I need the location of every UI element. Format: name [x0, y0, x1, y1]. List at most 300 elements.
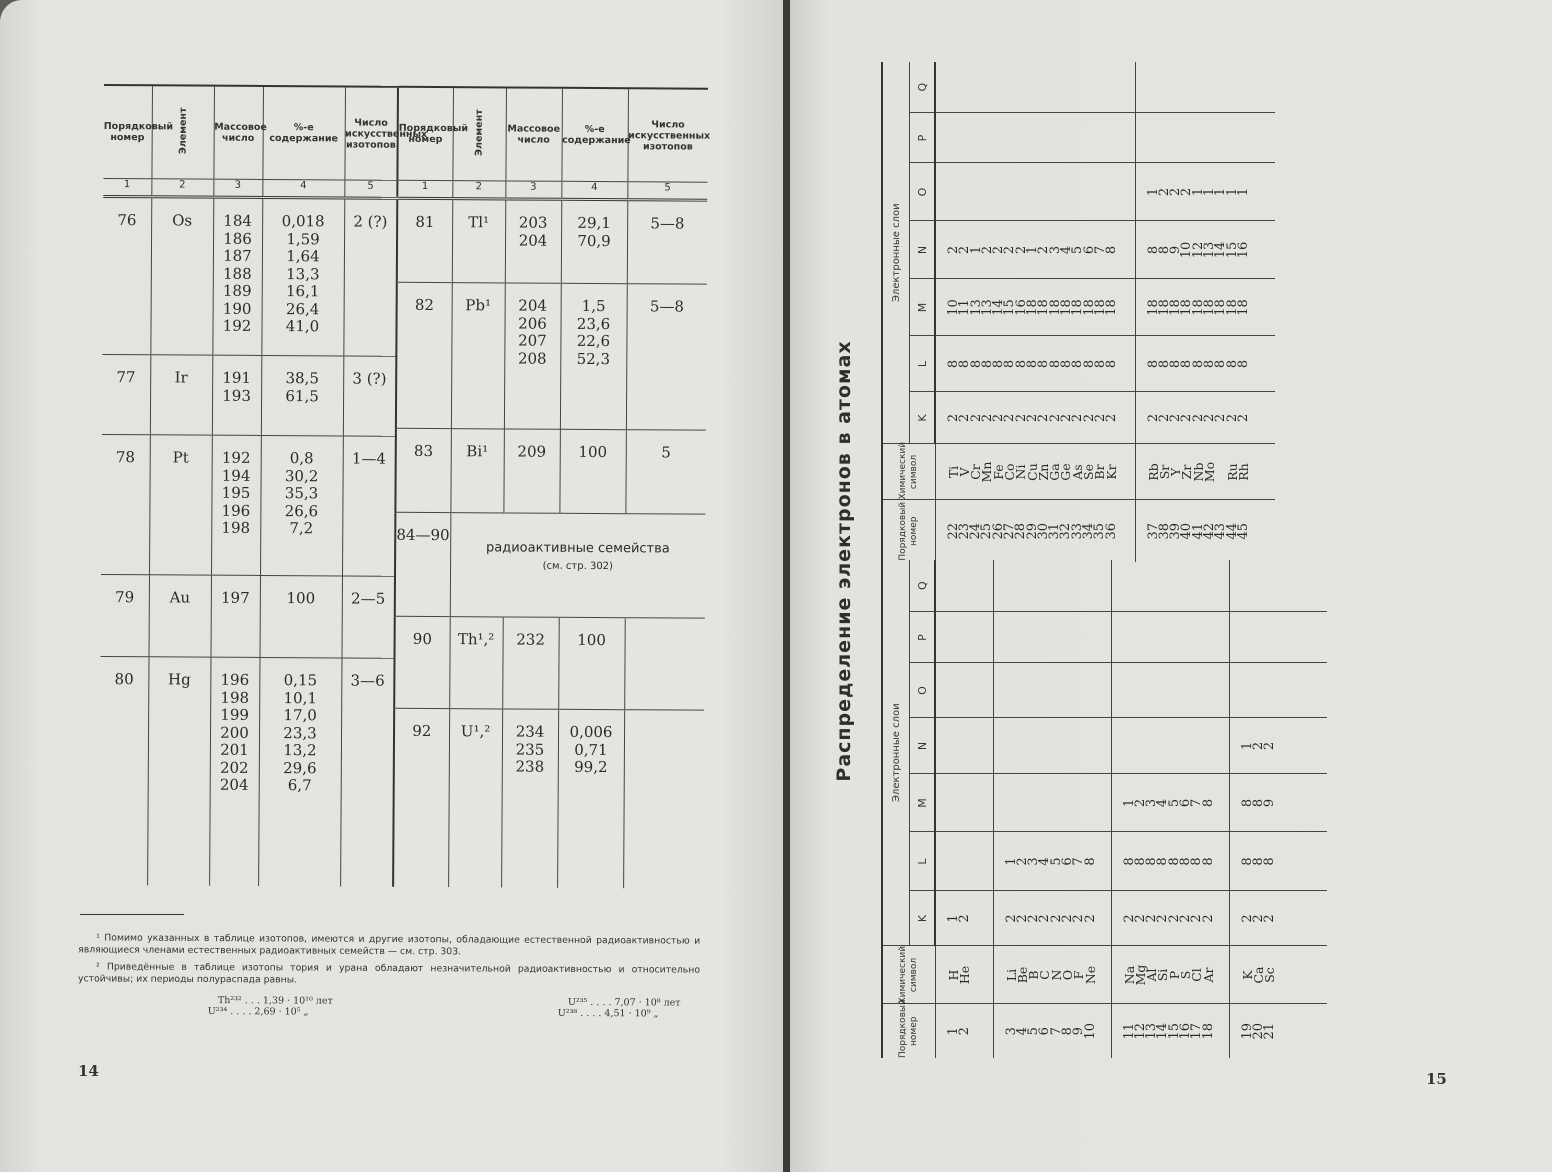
footnote-2: ² Приведённые в таблице изотопы тория и урана обладают незначительной радиоактивностью и относительно устойчивы; их периоды полураспада равны.	[77, 961, 701, 986]
shell-o-counts	[993, 663, 1111, 718]
value: 1	[946, 914, 961, 923]
value: K	[1239, 970, 1255, 980]
value: Mg	[1132, 964, 1148, 986]
value: 15	[1166, 1022, 1182, 1040]
value: 2	[1145, 413, 1161, 423]
percent-content-value: 0,71	[574, 740, 608, 759]
value: 8	[1081, 359, 1097, 369]
value: 2	[1058, 413, 1074, 423]
value: 1	[1121, 798, 1137, 808]
value: 3	[1047, 245, 1063, 255]
order-number: 81	[397, 198, 453, 282]
value: 8	[1121, 857, 1137, 866]
percent-content	[560, 283, 627, 429]
header-mass-number: Массовое число	[505, 87, 562, 181]
header-order-number: Порядковый номер	[103, 85, 152, 179]
value: 8	[1156, 359, 1172, 369]
value: 2	[1036, 245, 1052, 255]
shell-p: P	[910, 612, 936, 663]
value: 1	[1190, 187, 1206, 197]
shell-l-counts	[1135, 336, 1275, 392]
mass-numbers-value: 206	[518, 314, 547, 333]
element-symbol: Tl¹	[452, 199, 506, 283]
value: 1	[1025, 245, 1041, 255]
shell-n-counts	[1111, 718, 1229, 774]
value: 10	[946, 299, 961, 316]
atomic-numbers	[1229, 1004, 1327, 1058]
shell-o: O	[910, 163, 936, 221]
percent-content-value: 70,9	[577, 231, 611, 250]
value: Ar	[1200, 967, 1216, 983]
order-number: 76	[117, 211, 137, 230]
value: 18	[1092, 299, 1108, 316]
value: 2	[1003, 914, 1019, 923]
percent-content-value: 0,8	[289, 449, 314, 468]
value: 8	[1144, 857, 1160, 866]
artificial-isotopes: 2 (?)	[343, 198, 397, 356]
value: 5	[1026, 1027, 1042, 1036]
mass-numbers	[501, 709, 558, 887]
mass-numbers-value: 232	[516, 630, 545, 649]
percent-content-value: 1,64	[286, 247, 320, 266]
header-order-number: Порядковый номер	[397, 87, 453, 181]
shell-m-counts	[1135, 279, 1275, 336]
value: 2	[1144, 914, 1160, 923]
shell-l-counts	[1229, 832, 1327, 891]
value: 8	[1013, 359, 1029, 369]
order-number: 77	[102, 354, 150, 434]
shell-p-counts	[1229, 612, 1327, 663]
period-group	[1135, 62, 1275, 562]
value: 8	[1145, 359, 1161, 369]
chemical-symbols	[935, 444, 1135, 500]
order-number: 90	[394, 616, 450, 708]
percent-content-value: 17,0	[283, 706, 317, 725]
mass-numbers	[502, 617, 559, 709]
radioactive-families-reference: (см. стр. 302)	[542, 560, 614, 573]
value: 8	[1156, 245, 1172, 255]
value: Ru	[1224, 463, 1240, 481]
footnotes	[78, 932, 700, 1019]
order-number: 82	[396, 282, 452, 428]
value: 13	[1201, 241, 1217, 259]
percent-content-value: 38,5	[285, 369, 319, 388]
value: 14	[1213, 241, 1229, 259]
mass-numbers-value: 204	[219, 775, 249, 794]
shell-k: K	[910, 392, 936, 444]
shell-p-counts	[993, 612, 1111, 663]
value: 4	[1037, 857, 1053, 866]
value: 13	[1144, 1022, 1160, 1040]
shell-k: K	[910, 891, 936, 946]
value: 3	[1026, 857, 1042, 866]
value: 2	[1156, 187, 1172, 197]
half-life-list	[78, 994, 700, 1019]
mass-numbers-value: 198	[221, 518, 251, 537]
shell-o-counts	[1135, 163, 1275, 221]
shell-l: L	[910, 336, 936, 392]
mass-numbers-value: 203	[518, 213, 548, 232]
shell-q: Q	[910, 62, 936, 113]
value: 2	[1070, 413, 1086, 423]
shell-o-counts	[935, 663, 993, 718]
value: 2	[1092, 413, 1108, 423]
value: 4	[1014, 1027, 1030, 1036]
value: 36	[1103, 522, 1119, 540]
col-number: 2	[452, 181, 505, 199]
value: 2	[1121, 914, 1137, 923]
value: 18	[1201, 299, 1217, 316]
half-life-th232: Th²³² . . . 1,39 · 10¹⁰ лет	[217, 995, 333, 1007]
value: 18	[1156, 299, 1172, 316]
col-number: 5	[627, 182, 707, 200]
mass-numbers-value: 184	[223, 211, 253, 230]
value: 2	[957, 413, 973, 423]
value: 2	[1059, 914, 1075, 923]
value: 2	[1155, 914, 1171, 923]
value: 30	[1035, 522, 1051, 540]
percent-content	[559, 429, 626, 513]
header-element: Элемент	[151, 85, 214, 179]
value: 21	[1262, 1022, 1278, 1040]
value: 2	[968, 413, 984, 423]
half-life-u238: U²³⁸ . . . . 4,51 · 10⁹ „	[557, 1007, 659, 1020]
value: 8	[1200, 798, 1216, 808]
shell-l-counts	[935, 832, 993, 891]
value: 25	[979, 522, 995, 540]
value: B	[1026, 970, 1042, 980]
col-number: 4	[262, 179, 344, 198]
percent-content	[557, 709, 624, 887]
chemical-symbols	[1229, 946, 1327, 1004]
value: 7	[1189, 798, 1205, 808]
value: 2	[1239, 914, 1255, 923]
value: O	[1059, 969, 1075, 981]
value: 16	[1177, 1022, 1193, 1040]
page-number-left: 14	[78, 1062, 99, 1080]
value: 27	[1001, 522, 1017, 540]
shell-n-counts	[935, 221, 1135, 279]
value: 8	[1145, 245, 1161, 255]
value: 31	[1047, 522, 1063, 540]
value: 2	[1201, 413, 1217, 423]
value: Mo	[1201, 461, 1217, 483]
value: 2	[1156, 413, 1172, 423]
value: Ca	[1250, 966, 1266, 984]
value: V	[956, 467, 972, 477]
value: 7	[1048, 1027, 1064, 1036]
value: 9	[1168, 245, 1184, 255]
value: 2	[1168, 413, 1184, 423]
value: 8	[1190, 359, 1206, 369]
element-symbol: Pb¹	[451, 283, 505, 429]
shell-q-counts	[1135, 62, 1275, 113]
value: 2	[979, 413, 995, 423]
percent-content-value: 7,2	[289, 519, 314, 538]
element-symbol: Hg	[147, 657, 210, 885]
mass-numbers	[209, 657, 259, 885]
value: Sc	[1262, 967, 1278, 983]
value: 6	[1059, 857, 1075, 866]
value: 34	[1081, 522, 1097, 540]
value: 8	[1250, 798, 1266, 808]
value: Br	[1092, 464, 1108, 480]
percent-content-value: 30,2	[284, 466, 319, 485]
element-symbol: Pt	[149, 435, 212, 575]
value: 18	[1081, 299, 1097, 316]
value: 6	[1177, 798, 1193, 808]
value: 8	[1239, 798, 1255, 808]
shell-q-counts	[1111, 560, 1229, 612]
value: 2	[1013, 413, 1029, 423]
value: 4	[1058, 245, 1074, 255]
percent-content	[259, 575, 341, 657]
radioactive-families-label: радиоактивные семейства	[485, 540, 670, 557]
value: 8	[957, 359, 973, 369]
shell-l-counts	[1111, 832, 1229, 891]
value: 2	[1235, 413, 1251, 423]
mass-numbers-value: 192	[221, 448, 251, 467]
value: 18	[1025, 299, 1041, 316]
value: 18	[1224, 299, 1240, 316]
value: 15	[1002, 299, 1018, 316]
artificial-isotopes: 5—8	[627, 200, 708, 284]
value: 38	[1156, 522, 1172, 540]
shell-n: N	[910, 221, 936, 279]
value: 8	[968, 359, 984, 369]
value: 1	[1213, 187, 1229, 197]
value: 8	[1132, 857, 1148, 866]
header-electron-layers: Электронные слои	[882, 560, 910, 946]
value: 1	[1145, 187, 1161, 197]
value: Zr	[1179, 464, 1195, 480]
header-artificial-isotopes: Число искусственных изотопов	[627, 88, 708, 182]
value: 6	[1081, 245, 1097, 255]
value: 2	[1026, 914, 1042, 923]
mass-numbers-value: 238	[515, 757, 545, 776]
value: 10	[1082, 1022, 1098, 1040]
period-group	[1111, 560, 1229, 1058]
value: 12	[1190, 241, 1206, 259]
value: 14	[991, 299, 1007, 316]
atomic-numbers	[1135, 500, 1275, 562]
value: 8	[1058, 359, 1074, 369]
col-number: 3	[505, 181, 561, 199]
shell-q: Q	[910, 560, 936, 612]
header-artificial-isotopes: Число искусственных изотопов	[344, 86, 398, 180]
shell-m-counts	[1229, 774, 1327, 832]
footnote-1: ¹ Помимо указанных в таблице изотопов, имеются и другие изотопы, обладающие естественной радиоактивностью и являющиеся членами естественных радиоактивных семейств — см. стр. 303.	[78, 932, 701, 957]
mass-numbers-value: 196	[220, 670, 250, 689]
percent-content-value: 0,018	[281, 212, 325, 231]
value: Sr	[1156, 464, 1172, 480]
value: 2	[1250, 914, 1266, 923]
percent-content-value: 100	[286, 589, 316, 608]
value: Ne	[1082, 965, 1098, 985]
order-number: 80	[99, 656, 148, 884]
shell-k-counts	[935, 392, 1135, 444]
value: 18	[1235, 299, 1251, 316]
percent-content-value: 10,1	[283, 688, 318, 707]
value: 8	[1179, 359, 1195, 369]
value: 8	[1239, 857, 1255, 866]
shell-p-counts	[935, 113, 1135, 163]
value: 8	[1250, 857, 1266, 866]
value: 2	[946, 413, 961, 423]
value: 8	[1155, 857, 1171, 866]
mass-numbers	[503, 429, 560, 513]
period-group	[993, 560, 1111, 1058]
atomic-numbers	[1111, 1004, 1229, 1058]
value: 2	[1037, 914, 1053, 923]
value: 28	[1013, 522, 1029, 540]
value: 26	[990, 522, 1006, 540]
value: C	[1037, 970, 1053, 980]
percent-content-value: 52,3	[576, 349, 611, 368]
value: 8	[1177, 857, 1193, 866]
shell-m-counts	[993, 774, 1111, 832]
half-life-u235: U²³⁵ . . . . 7,07 · 10⁸ лет	[567, 996, 681, 1009]
value: 10	[1179, 241, 1195, 259]
col-number: 4	[561, 181, 627, 199]
element-symbol: Ir	[150, 355, 212, 435]
value: 44	[1224, 522, 1240, 540]
value: 5	[1070, 245, 1086, 255]
value: 40	[1179, 522, 1195, 540]
value: 2	[1179, 413, 1195, 423]
percent-content-value: 0,006	[569, 722, 613, 742]
order-number: 83	[395, 428, 451, 512]
value: 2	[1166, 914, 1182, 923]
value: 8	[1047, 359, 1063, 369]
value: Zn	[1035, 463, 1051, 481]
period-group	[1229, 560, 1327, 1058]
mass-numbers-value: 198	[220, 688, 250, 707]
value: 2	[991, 245, 1007, 255]
shell-l: L	[910, 832, 936, 891]
value: 4	[1155, 798, 1171, 808]
percent-content-value: 41,0	[285, 317, 320, 336]
value: 8	[1092, 359, 1108, 369]
value: 2	[1082, 914, 1098, 923]
value: 2	[1048, 914, 1064, 923]
mass-numbers-value: 190	[222, 299, 252, 318]
header-element: Элемент	[452, 87, 506, 181]
footnote-rule	[80, 914, 184, 915]
atomic-numbers	[935, 500, 1135, 562]
value: 18	[1104, 299, 1120, 316]
value: 43	[1213, 522, 1229, 540]
value: 18	[1213, 299, 1229, 316]
value: Nb	[1190, 462, 1206, 482]
percent-content-value: 61,5	[285, 386, 319, 405]
percent-content	[261, 355, 343, 435]
value: 18	[1058, 299, 1074, 316]
mass-numbers-value: 193	[222, 386, 251, 405]
rotated-electron-table-block	[813, 56, 1428, 1066]
shell-l-counts	[935, 336, 1135, 392]
shell-n-counts	[993, 718, 1111, 774]
shell-m: M	[910, 774, 936, 832]
chemical-symbols	[993, 946, 1111, 1004]
value: Fe	[990, 464, 1006, 480]
artificial-isotopes	[624, 618, 705, 710]
shell-m-counts	[935, 279, 1135, 336]
value: 35	[1092, 522, 1108, 540]
col-number: 1	[397, 180, 452, 198]
header-mass-number: Массовое число	[213, 86, 263, 180]
value: 16	[1013, 299, 1029, 316]
value: Li	[1003, 968, 1019, 982]
percent-content-value: 100	[577, 630, 606, 650]
shell-q-counts	[1229, 560, 1327, 612]
value: 2	[1200, 914, 1216, 923]
half-life-u234: U²³⁴ . . . . 2,69 · 10⁵ „	[207, 1006, 309, 1018]
value: 45	[1235, 522, 1251, 540]
mass-numbers-value: 197	[220, 588, 250, 607]
mass-numbers-value: 204	[518, 231, 548, 250]
element-symbol: Os	[150, 197, 213, 355]
shell-m: M	[910, 279, 936, 336]
shell-o-counts	[1111, 663, 1229, 718]
mass-numbers-value: 207	[518, 331, 547, 350]
value: 23	[956, 522, 972, 540]
percent-content-value: 26,6	[284, 501, 319, 520]
value: 5	[1166, 798, 1182, 808]
value: 2	[991, 413, 1007, 423]
value: 8	[1200, 857, 1216, 866]
mass-numbers-value: 186	[223, 229, 252, 248]
shell-n-counts	[1135, 221, 1275, 279]
mass-numbers-value: 199	[220, 705, 250, 724]
mass-numbers-value: 235	[515, 740, 545, 759]
value: 1	[1003, 857, 1019, 866]
percent-content-value: 16,1	[285, 282, 320, 301]
value: 2	[1036, 413, 1052, 423]
percent-content-value: 1,59	[286, 229, 320, 248]
percent-content-value: 100	[578, 442, 608, 462]
value: 9	[1071, 1027, 1087, 1036]
chemical-symbols	[1111, 946, 1229, 1004]
value: 17	[1189, 1022, 1205, 1040]
value: 39	[1168, 522, 1184, 540]
value: 22	[945, 522, 961, 540]
artificial-isotopes	[623, 710, 704, 888]
shell-p-counts	[1111, 612, 1229, 663]
col-number: 2	[151, 179, 213, 197]
value: 1	[1235, 187, 1251, 197]
radioactive-families	[450, 513, 706, 619]
order-number: 84—90	[395, 512, 451, 616]
shell-o: O	[910, 663, 936, 718]
mass-numbers	[211, 435, 261, 575]
value: 8	[1262, 857, 1278, 866]
value: Ti	[945, 465, 961, 479]
value: 18	[1200, 1022, 1216, 1040]
value: 1	[945, 1027, 961, 1036]
order-number: 79	[101, 574, 150, 656]
shell-k-counts	[1135, 392, 1275, 444]
value: 3	[1144, 798, 1160, 808]
value: 2	[1224, 413, 1240, 423]
percent-content-value: 35,3	[284, 484, 319, 503]
col-number: 5	[344, 180, 397, 198]
value: 8	[1070, 359, 1086, 369]
value: 2	[1071, 914, 1087, 923]
value: 2	[1190, 413, 1206, 423]
mass-numbers	[212, 355, 261, 435]
value: Ni	[1013, 464, 1029, 480]
